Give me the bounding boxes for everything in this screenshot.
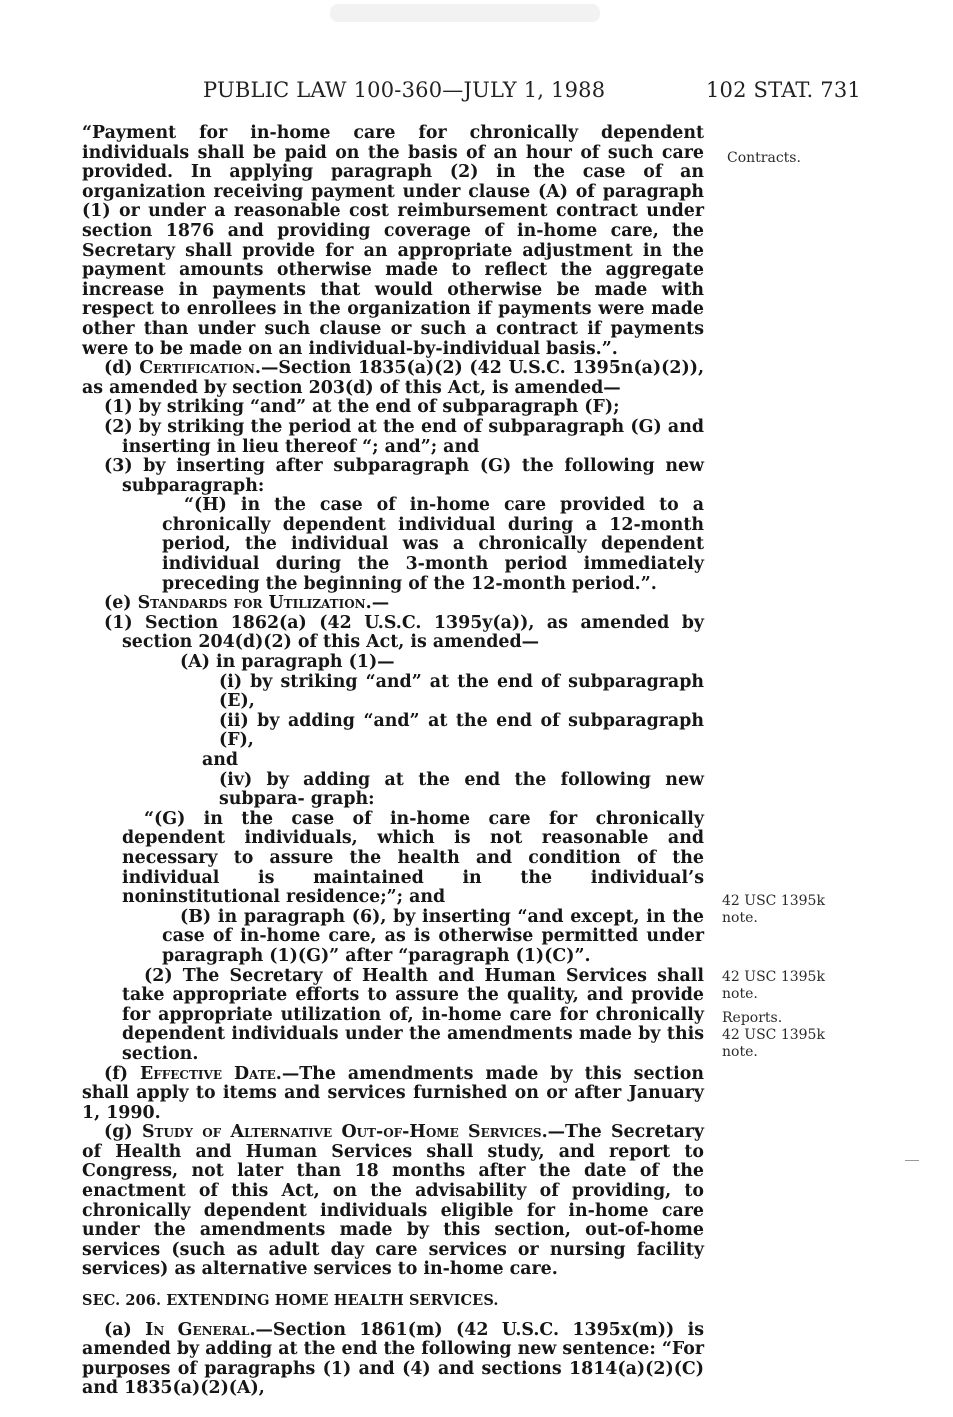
clause-d-1: (1) by striking “and” at the end of subparagraph (F); (104, 397, 620, 418)
bleed-through-smudge (330, 4, 600, 22)
margin-note-reports (722, 1010, 825, 1061)
clause-e-1-a: (A) in paragraph (1)— (180, 652, 395, 673)
margin-note-usc-1 (722, 893, 825, 927)
margin-note-usc-2-citation: 42 USC 1395k (722, 969, 825, 985)
subsection-g-heading: Study of Alternative Out-of-Home Services (141, 1122, 542, 1143)
subsection-e-heading: Standards for Utilization (137, 593, 366, 614)
margin-note-usc-1-note: note. (722, 910, 758, 926)
statute-body (82, 124, 704, 1399)
margin-note-contracts: Contracts. (727, 150, 801, 166)
clause-e-1-a-ii-and: and (202, 750, 239, 770)
subsection-d: (d) Certification.—Section 1835(a)(2) (42 U.S.C. 1395n(a)(2)), as amended by section 203(d) of this Act, is amended— (82, 358, 705, 398)
clause-d-3: (3) by inserting after subparagraph (G) the following new subparagraph: (104, 456, 704, 496)
margin-note-usc-2 (722, 969, 825, 1003)
clause-d-2: (2) by striking the period at the end of subparagraph (G) and inserting in lieu thereof “; and”; and (104, 416, 704, 457)
subsection-e: (e) Standards for Utilization.— (104, 593, 390, 614)
margin-note-usc-3-note: note. (722, 1044, 758, 1060)
clause-e-1-a-i: (i) by striking “and” at the end of subparagraph (E), (219, 671, 704, 712)
quoted-subparagraph-h: “(H) in the case of in-home care provided to a chronically dependent individual during a 12-month period, the individual was a chronically dependent individual during the 3-month period immediately preceding the beginning of the 12-month period.”. (162, 495, 704, 594)
running-header-title: PUBLIC LAW 100-360—JULY 1, 1988 (203, 78, 606, 102)
margin-note-usc-2-note: note. (722, 986, 758, 1002)
clause-e-1-a-iv: (iv) by adding at the end the following new subpara- graph: (219, 769, 704, 810)
subsection-d-heading: Certification (139, 358, 255, 379)
subsection-206-a-heading: In General (145, 1319, 250, 1340)
section-206-heading: SEC. 206. EXTENDING HOME HEALTH SERVICES. (82, 1292, 499, 1310)
subsection-g: (g) Study of Alternative Out-of-Home Services.—The Secretary of Health and Human Services shall study, and report to Congress, not later than 18 months after the date of the enactment of this Act, on the advisability of providing, to chronically dependent individuals eligible for in-home care under the amendments made by this section, out-of-home services (such as adult day care services or nursing facility services) as alternative services to in-home care. (82, 1122, 705, 1280)
quoted-payment-paragraph: “Payment for in-home care for chronically dependent individuals shall be paid on the basis of an hour of such care provided. In applying paragraph (2) in the case of an organization receiving payment under clause (A) of paragraph (1) or under a reasonable cost reimbursement contract under section 1876 and providing coverage of in-home care, the Secretary shall provide for an appropriate adjustment in the payment amounts otherwise made to reflect the aggregate increase in payments that would otherwise be made with respect to enrollees in the organization if payments were made other than under such clause or such a contract if payments were to be made on an individual-by-individual basis.”. (82, 123, 704, 359)
quoted-subparagraph-g: “(G) in the case of in-home care for chronically dependent individuals, which is not reasonable and necessary to assure the health and condition of the individual is maintained in the individual’s noninstitutional residence;”; and (122, 808, 704, 908)
margin-note-reports-label: Reports. (722, 1010, 783, 1026)
margin-note-usc-1-citation: 42 USC 1395k (722, 893, 825, 909)
clause-e-1-a-ii: (ii) by adding “and” at the end of subparagraph (F), (219, 710, 704, 751)
subsection-f: (f) Effective Date.—The amendments made by this section shall apply to items and services furnished on or after January 1, 1990. (82, 1063, 705, 1123)
clause-e-1-b: (B) in paragraph (6), by inserting “and except, in the case of in-home care, as is otherwise permitted under paragraph (1)(G)” after “paragraph (1)(C)”. (162, 906, 704, 966)
clause-e-1: (1) Section 1862(a) (42 U.S.C. 1395y(a)), as amended by section 204(d)(2) of this Act, is amended— (104, 612, 704, 653)
subsection-206-a: (a) In General.—Section 1861(m) (42 U.S.C. 1395x(m)) is amended by adding at the end the following new sentence: “For purposes of paragraphs (1) and (4) and sections 1814(a)(2)(C) and 1835(a)(2)(A), (82, 1319, 705, 1399)
margin-note-usc-3-citation: 42 USC 1395k (722, 1027, 825, 1043)
clause-e-2: (2) The Secretary of Health and Human Services shall take appropriate efforts to assure the quality, and provide for appropriate utilization of, in-home care for chronically dependent individuals under the amendments made by this section. (122, 965, 704, 1064)
scan-artifact-mark (905, 1160, 919, 1161)
subsection-f-heading: Effective Date (139, 1063, 276, 1084)
running-header-stat-page: 102 STAT. 731 (706, 78, 861, 102)
